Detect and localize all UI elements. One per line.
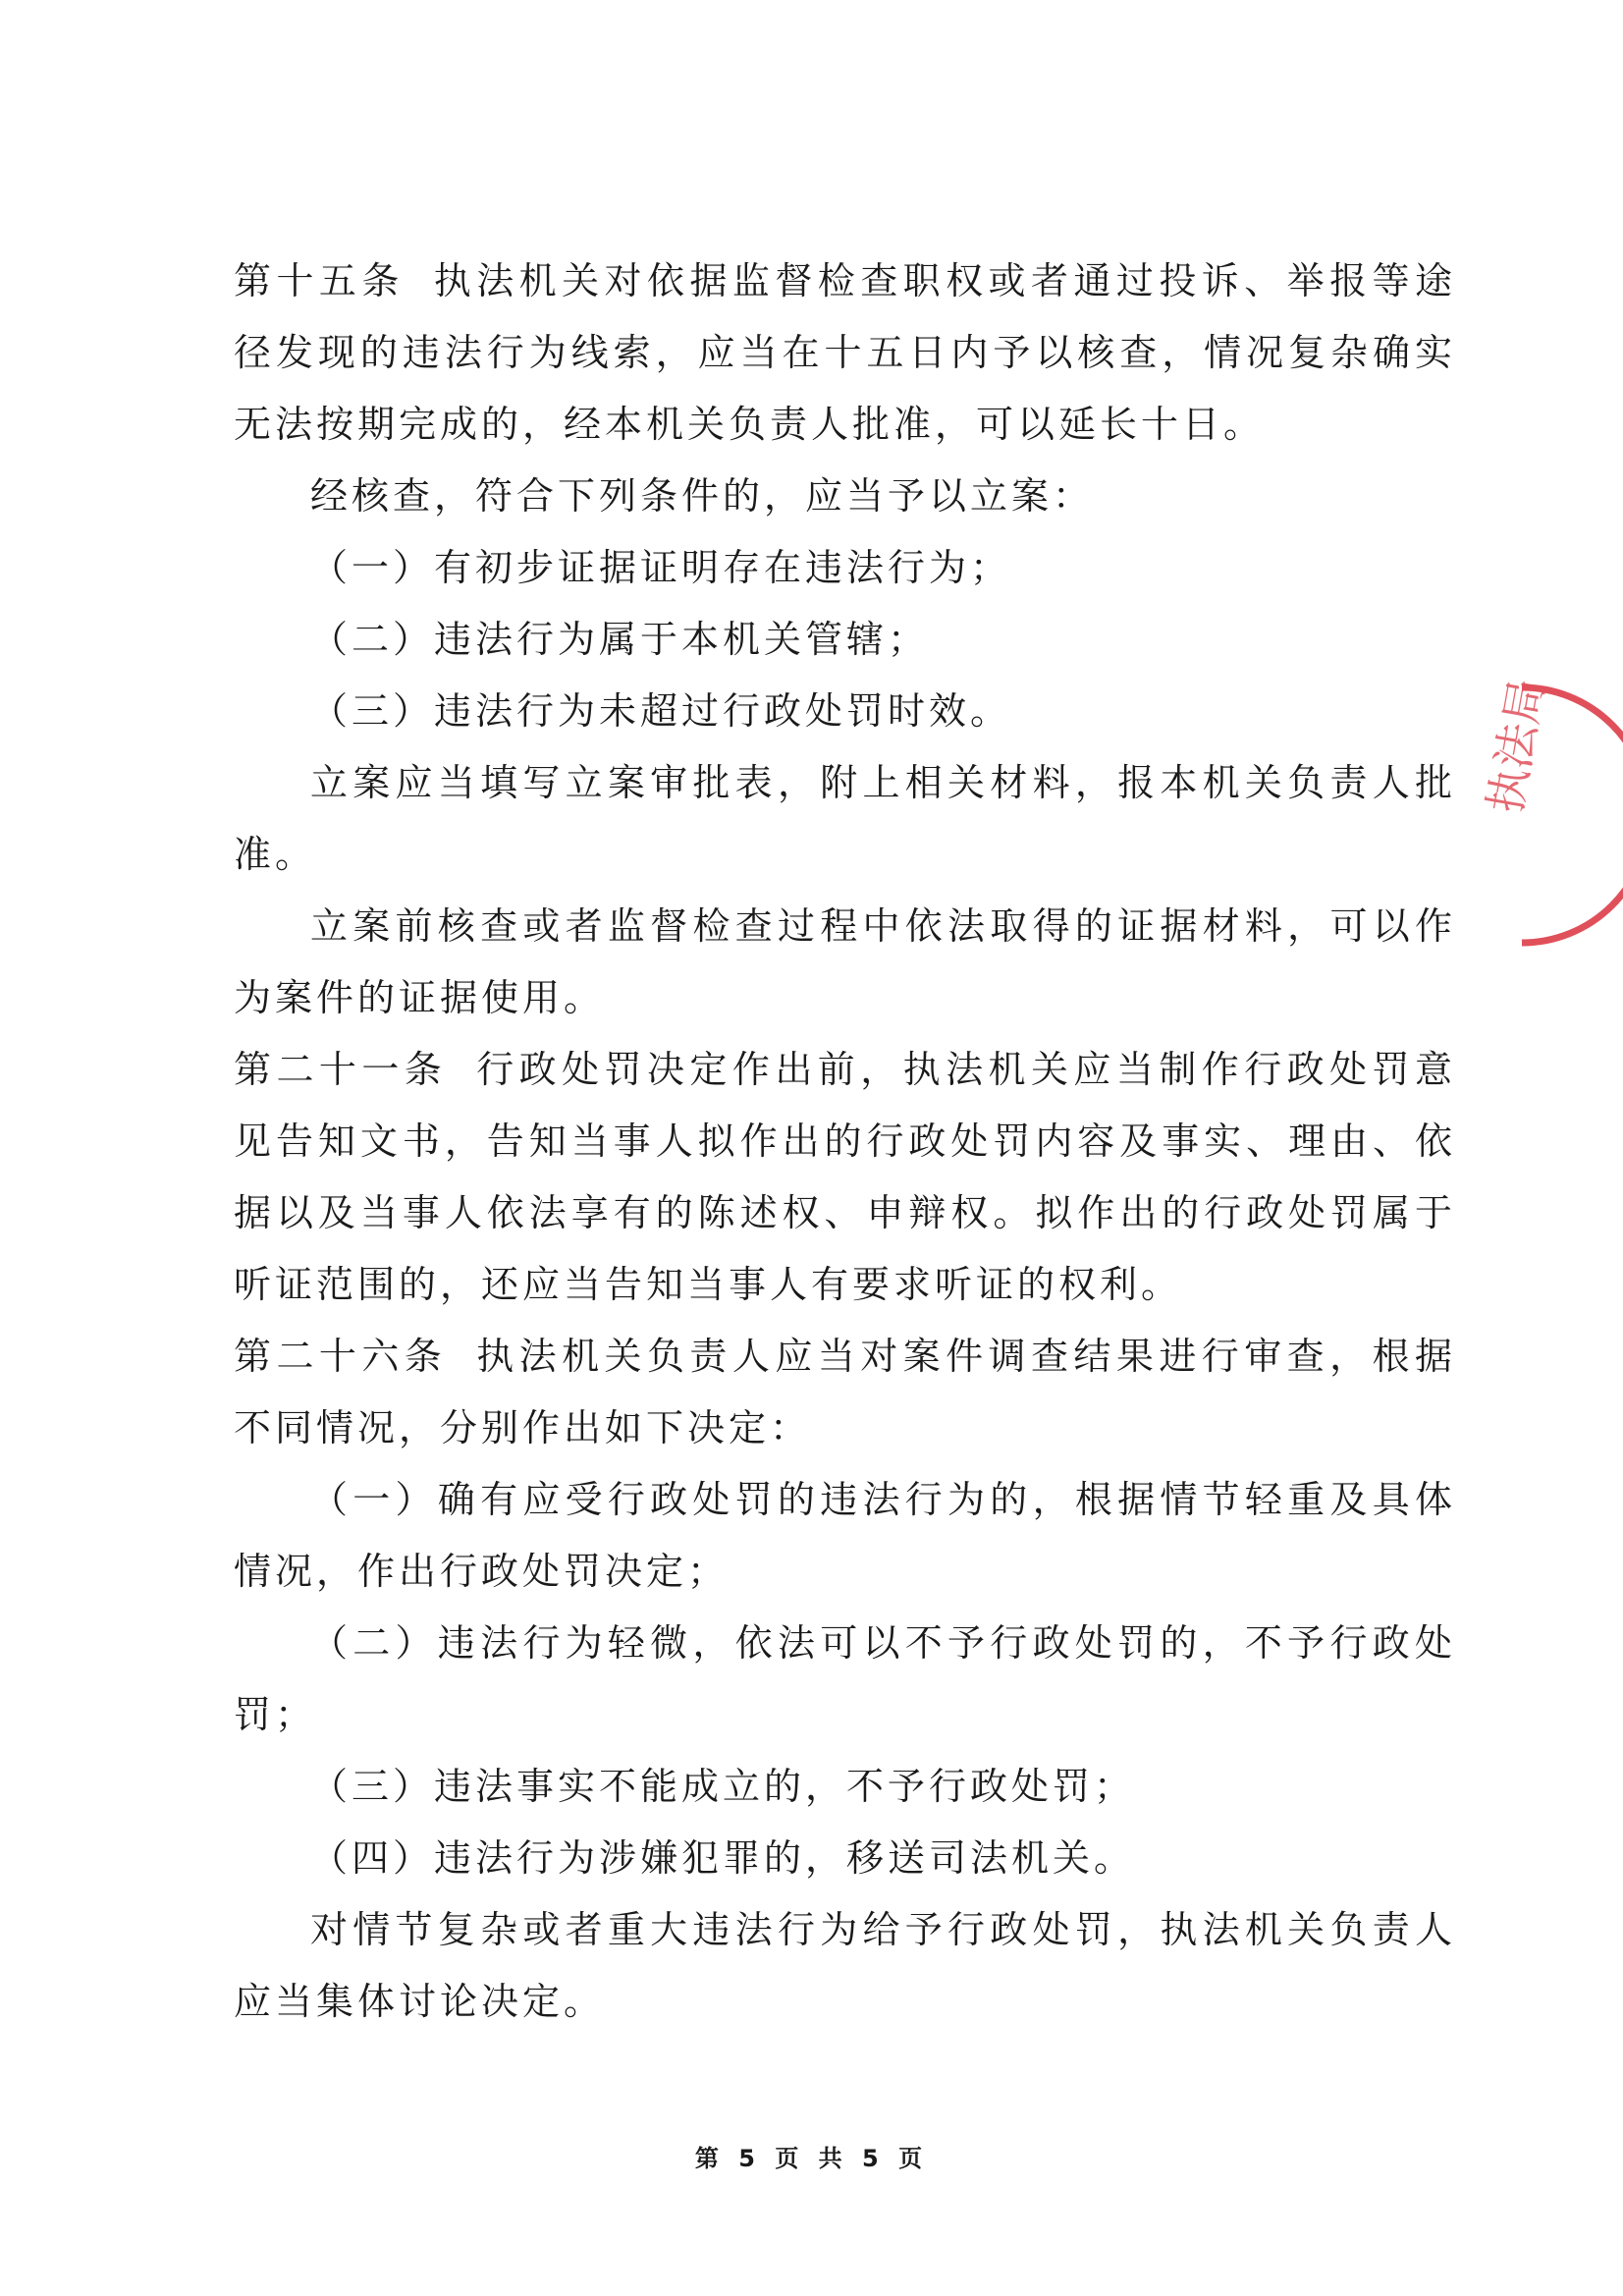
seal-text: 执法局 xyxy=(1478,674,1554,817)
paragraph: 经核查，符合下列条件的，应当予以立案： xyxy=(310,474,1095,518)
official-seal-icon xyxy=(1473,674,1623,953)
article-21-intro xyxy=(234,1034,1456,1321)
page-footer: 第 5 页 共 5 页 xyxy=(694,2145,929,2172)
article-text: 执法机关对依据监督检查职权或者通过投诉、举报等途径发现的违法行为线索，应当在十五日内予以核查，情况复杂确实无法按期完成的，经本机关负责人批准，可以延长十日。 xyxy=(234,259,1456,446)
list-item: （一）有初步证据证明存在违法行为； xyxy=(310,546,1012,589)
article-heading: 第十五条 xyxy=(234,259,405,302)
list-item: （四）违法行为涉嫌犯罪的，移送司法机关。 xyxy=(310,1836,1136,1880)
document-body xyxy=(234,246,1456,2038)
paragraph: 立案前核查或者监督检查过程中依法取得的证据材料，可以作为案件的证据使用。 xyxy=(234,904,1456,1019)
article-text: 行政处罚决定作出前，执法机关应当制作行政处罚意见告知文书，告知当事人拟作出的行政处罚内容及事实、理由、依据以及当事人依法享有的陈述权、申辩权。拟作出的行政处罚属于听证范围的，还应当告知当事人有要求听证的权利。 xyxy=(234,1048,1456,1306)
list-item: （一）确有应受行政处罚的违法行为的，根据情节轻重及具体情况，作出行政处罚决定； xyxy=(234,1478,1456,1593)
article-26-intro xyxy=(234,1321,1456,1464)
list-item: （三）违法事实不能成立的，不予行政处罚； xyxy=(310,1765,1136,1808)
article-text: 执法机关负责人应当对案件调查结果进行审查，根据不同情况，分别作出如下决定： xyxy=(234,1335,1456,1449)
list-item: （三）违法行为未超过行政处罚时效。 xyxy=(310,689,1012,733)
article-15-intro xyxy=(234,246,1456,461)
article-heading: 第二十一条 xyxy=(234,1048,448,1091)
paragraph: 立案应当填写立案审批表，附上相关材料，报本机关负责人批准。 xyxy=(234,761,1456,876)
list-item: （二）违法行为轻微，依法可以不予行政处罚的，不予行政处罚； xyxy=(234,1621,1456,1736)
list-item: （二）违法行为属于本机关管辖； xyxy=(310,618,930,661)
article-heading: 第二十六条 xyxy=(234,1335,448,1378)
paragraph: 对情节复杂或者重大违法行为给予行政处罚，执法机关负责人应当集体讨论决定。 xyxy=(234,1908,1456,2023)
